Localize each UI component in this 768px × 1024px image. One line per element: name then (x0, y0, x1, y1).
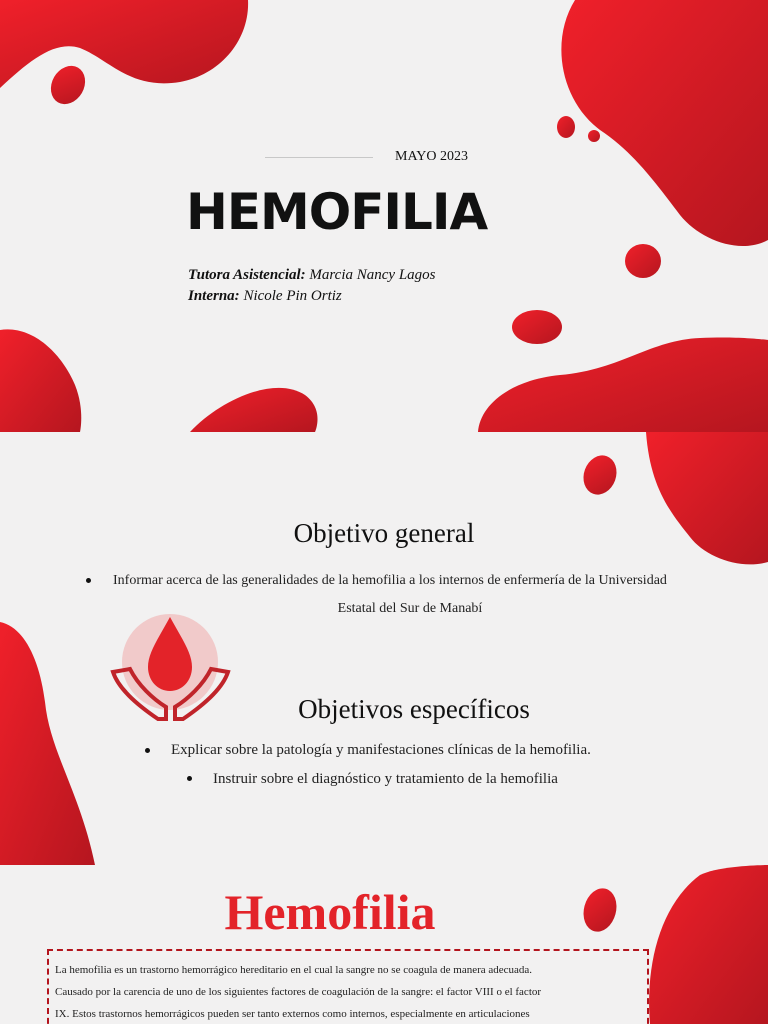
objectives-slide (0, 432, 768, 865)
title-slide (0, 0, 768, 432)
general-objective-line: Informar acerca de las generalidades de la hemofilia a los internos de enfermería de la Universidad (113, 573, 667, 588)
bullet-dot (187, 776, 192, 781)
tutor-name: Marcia Nancy Lagos (305, 267, 436, 283)
definition-title: Hemofilia (224, 884, 436, 940)
general-objective-line: Estatal del Sur de Manabí (337, 601, 483, 616)
intern-label: Interna: (188, 288, 240, 304)
definition-line: Causado por la carencia de uno de los siguientes factores de coagulación de la sangre: el factor VIII o el factor (55, 986, 542, 998)
definition-box (47, 949, 649, 1024)
specific-objective-item: Explicar sobre la patología y manifestaciones clínicas de la hemofilia. (171, 742, 591, 758)
specific-objective-item: Instruir sobre el diagnóstico y tratamiento de la hemofilia (213, 771, 558, 787)
tutor-label: Tutora Asistencial: (188, 267, 306, 283)
tutor-credit (188, 267, 436, 284)
date-label: MAYO 2023 (395, 149, 468, 164)
intern-name: Nicole Pin Ortiz (239, 288, 342, 304)
definition-line: IX. Estos trastornos hemorrágicos pueden ser tanto externos como internos, especialmente en articulaciones (55, 1008, 530, 1020)
general-objective-heading: Objetivo general (293, 518, 475, 548)
page-title: HEMOFILIA (186, 183, 488, 241)
specific-objectives-heading: Objetivos específicos (298, 694, 530, 724)
intern-credit (188, 288, 342, 305)
bullet-dot (145, 748, 150, 753)
bullet-dot (86, 578, 91, 583)
definition-slide (0, 865, 768, 1024)
definition-line: La hemofilia es un trastorno hemorrágico hereditario en el cual la sangre no se coagula de manera adecuada. (55, 964, 533, 976)
date-rule (265, 157, 373, 158)
